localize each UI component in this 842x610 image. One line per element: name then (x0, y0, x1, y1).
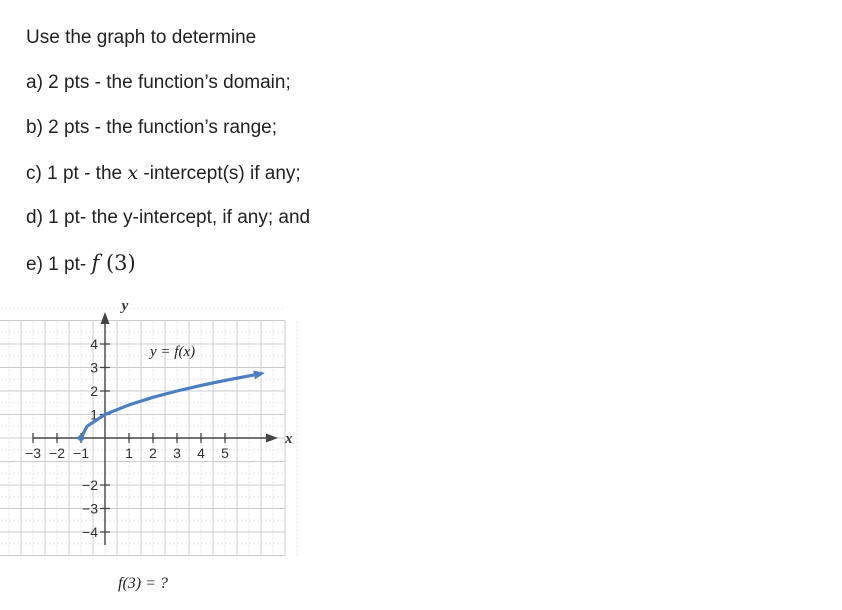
x-tick-label: −2 (49, 445, 65, 461)
y-axis-arrow (101, 312, 110, 324)
y-tick-label: 4 (90, 336, 98, 352)
question-e-arg: (3) (105, 251, 136, 275)
graph-caption: f(3) = ? (118, 575, 168, 592)
question-a: a) 2 pts - the function’s domain; (26, 72, 291, 93)
function-curve-arrow (253, 370, 265, 379)
x-tick-label: 5 (221, 445, 229, 461)
x-axis-label: x (285, 431, 293, 447)
x-tick-label: −3 (25, 445, 41, 461)
x-tick-label: 2 (149, 445, 157, 461)
intro-text: Use the graph to determine (26, 27, 257, 48)
y-axis-label: y (121, 298, 129, 314)
question-e-prefix: e) 1 pt- (26, 254, 87, 275)
y-tick-label: −2 (82, 477, 98, 493)
y-tick-label: −3 (82, 500, 98, 517)
question-c-prefix: c) 1 pt - the (26, 163, 123, 184)
x-tick-label: −1 (73, 445, 89, 461)
x-tick-label: 3 (173, 445, 181, 461)
question-d: d) 1 pt- the y-intercept, if any; and (26, 207, 311, 228)
x-axis-arrow (266, 434, 278, 443)
function-curve (81, 374, 261, 438)
question-b: b) 2 pts - the function’s range; (26, 117, 278, 138)
graph-grid (0, 309, 297, 556)
question-e-func: f (91, 251, 100, 275)
y-tick-label: 3 (90, 359, 98, 376)
question-c-suffix: -intercept(s) if any; (143, 163, 301, 184)
y-tick-label: −4 (82, 524, 98, 540)
y-tick-label: 2 (90, 383, 98, 399)
x-tick-label: 4 (197, 445, 205, 461)
x-tick-label: 1 (125, 445, 133, 461)
function-label: y = f(x) (150, 344, 196, 360)
y-tick-label: 1 (90, 406, 98, 423)
function-start-point (78, 435, 84, 441)
question-c-variable: x (127, 162, 139, 184)
